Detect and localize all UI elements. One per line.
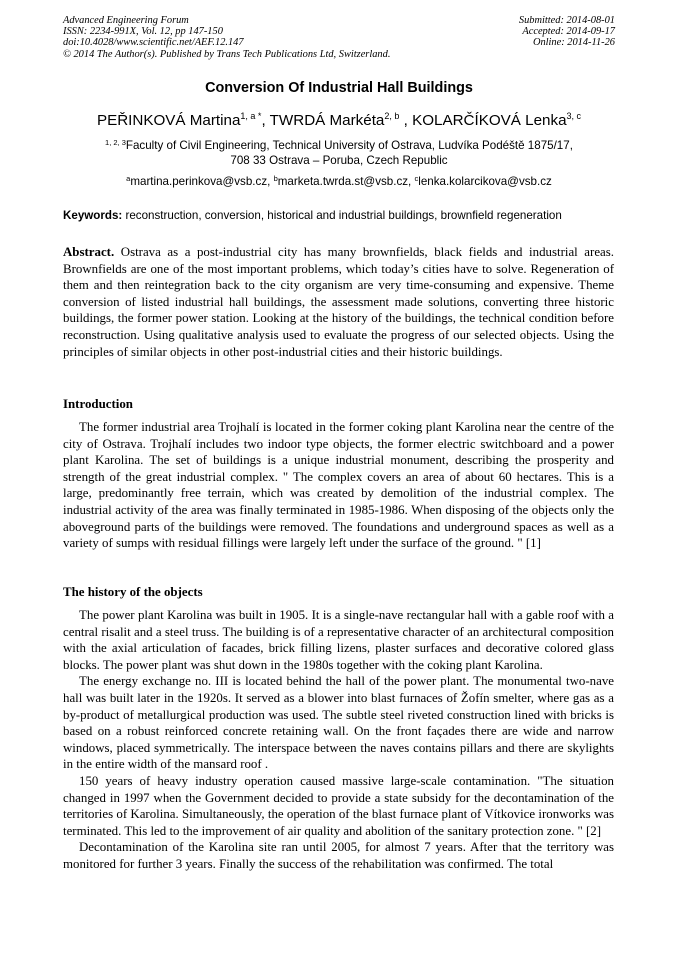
section-heading-history: The history of the objects (63, 585, 203, 599)
email-link[interactable]: lenka.kolarcikova@vsb.cz (418, 175, 552, 188)
affiliation-line: 708 33 Ostrava – Poruba, Czech Republic (230, 154, 448, 167)
email-link[interactable]: martina.perinkova@vsb.cz, (130, 175, 274, 188)
author-superscript: 1, a * (240, 111, 262, 121)
keywords-text: reconstruction, conversion, historical and industrial buildings, brownfield regeneration (122, 209, 562, 222)
email-superscript: a (126, 174, 131, 183)
author-name: KOLARČÍKOVÁ Lenka (412, 112, 567, 129)
author-name: PEŘINKOVÁ Martina (96, 112, 241, 129)
journal-name: Advanced Engineering Forum (63, 15, 189, 26)
paragraph: 150 years of heavy industry operation caused massive large-scale contamination. "The situation changed in 1997 when the Government decided to provide a state subsidy for the decontamination of the territories of Karolina. Simultaneously, the operation of the blast furnace plant of Vítkovice ironworks was terminated. This led to the improvement of air quality and abolition of the sanitary protection zone. " [2] (63, 773, 614, 838)
author-emails (0, 175, 678, 188)
author-superscript: 3, c (566, 111, 582, 121)
keywords (63, 209, 623, 222)
affiliation (0, 138, 678, 168)
affiliation-line: Faculty of Civil Engineering, Technical University of Ostrava, Ludvíka Podéště 1875/17, (125, 139, 573, 152)
journal-header (63, 15, 390, 60)
paper-title: Conversion Of Industrial Hall Buildings (205, 80, 473, 96)
accepted-date: Accepted: 2014-09-17 (522, 26, 615, 38)
copyright-line: © 2014 The Author(s). Published by Trans Tech Publications Ltd, Switzerland. (63, 48, 391, 60)
keywords-label: Keywords: (63, 209, 123, 222)
submitted-date: Submitted: 2014-08-01 (518, 15, 615, 26)
author-name: TWRDÁ Markéta (269, 112, 385, 129)
author-separator: , (261, 112, 270, 129)
section-introduction (63, 419, 614, 552)
abstract-label: Abstract. (63, 245, 115, 259)
paragraph: The power plant Karolina was built in 1905. It is a single-nave rectangular hall with a gable roof with a central risalit and a steel truss. The building is of a representative character of an architectural composition with the axial articulation of facades, brick filling lizens, plaster surfaces and decorative colored glass blocks. The power plant was shut down in the 1980s together with the coking plant Karolina. (63, 608, 614, 672)
section-heading-introduction: Introduction (63, 397, 133, 411)
affiliation-superscript: 1, 2, 3 (105, 138, 126, 147)
email-superscript: c (414, 174, 419, 183)
paragraph: Decontamination of the Karolina site ran until 2005, for almost 7 years. After that the territory was monitored for further 3 years. Finally the success of the rehabilitation was confirmed. The total (63, 840, 614, 871)
online-date: Online: 2014-11-26 (532, 37, 615, 49)
paragraph: The former industrial area Trojhalí is located in the former coking plant Karolina near the centre of the city of Ostrava. Trojhalí includes two indoor type objects, the former electric switchboard and a power plant Karolina. The set of buildings is a unique industrial monument, describing the prosperity and strength of the great industrial complex. " The complex covers an area of about 60 hectares. This is a large, predominantly free terrain, which was created by demolition of the industrial complex. The industrial activity of the area was finally terminated in 1985-1986. When disposing of the objects only the aboveground parts of the buildings were removed. The foundations and underground spaces as well as a variety of sumps with residual fillings were largely left under the surface of the ground. " [1] (63, 420, 614, 551)
author-separator: , (399, 112, 413, 129)
author-list (0, 112, 678, 129)
paragraph: The energy exchange no. III is located behind the hall of the power plant. The monumental two-nave hall was built later in the 1920s. It served as a blower into blast furnaces of Žofín smelter, where gas as a by-product of metallurgical production was used. The subtle steel riveted construction lined with bricks is based on a robust reinforced concrete retaining wall. On the front façades there are wide and narrow windows, placed symmetrically. The interspace between the naves contains pillars and there are skylights in the entire width of the mansard roof . (63, 674, 614, 772)
abstract (63, 244, 614, 360)
email-superscript: b (273, 174, 278, 183)
section-history (63, 607, 614, 873)
journal-doi[interactable]: doi:10.4028/www.scientific.net/AEF.12.147 (63, 37, 244, 49)
journal-issn: ISSN: 2234-991X, Vol. 12, pp 147-150 (63, 26, 223, 38)
email-link[interactable]: marketa.twrda.st@vsb.cz, (277, 175, 415, 188)
author-superscript: 2, b (384, 111, 400, 121)
dates-header (519, 15, 615, 49)
abstract-text: Ostrava as a post-industrial city has many brownfields, black fields and industrial areas. Brownfields are one of the most important problems, which today’s cities have to solve. Regeneration of them and then reintegration back to the city organism are very time-consuming and expensive. Theme conversion of listed industrial hall buildings, the assessment made solutions, converting three historic buildings, the former power station. Looking at the history of the buildings, the technical condition before reconstruction. Using qualitative analysis used to evaluate the progress of our selected objects. Using the principles of similar objects in other post-industrial cities and their historic buildings. (63, 245, 614, 359)
